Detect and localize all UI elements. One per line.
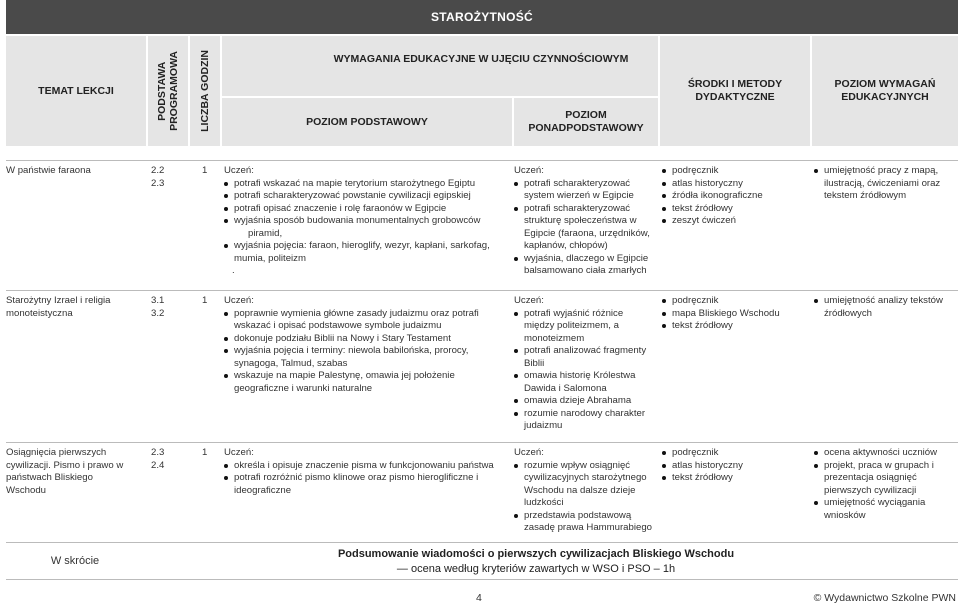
list-item: wyjaśnia pojęcia: faraon, hieroglify, wezyr, kapłani, sarkofag, [224,240,509,253]
list-item: mapa Bliskiego Wschodu [662,308,808,321]
list-item: poprawnie wymienia główne zasady judaizmu oraz potrafi wskazać i opisać podstawowe symbole judaizmu [224,308,509,333]
list-item: wyjaśnia, dlaczego w Egipcie balsamowano ciała zmarłych [514,253,656,278]
summary-label: W skrócie [50,555,100,567]
row-advanced-level: Uczeń: potrafi wyjaśnić różnice między politeizmem, a monoteizmem potrafi analizować fragmenty Biblii omawia historię Królestwa Dawida i Salomona omawia dzieje Abrahama rozumie narodowy charakter judaizmu [514,295,656,433]
list-item: potrafi opisać znaczenie i rolę faraonów w Egipcie [224,203,509,216]
list-item: potrafi scharakteryzować system wierzeń w Egipcie [514,178,656,203]
table-row [6,160,958,283]
list-item: umiejętność pracy z mapą, ilustracją, ćwiczeniami oraz tekstem źródłowym [814,165,956,203]
copyright: © Wydawnictwo Szkolne PWN [813,592,956,604]
row-advanced-level: Uczeń: potrafi scharakteryzować system wierzeń w Egipcie potrafi scharakteryzować strukturę społeczeństwa w Egipcie (faraona, urzędników, kapłanów, chłopów) wyjaśnia, dlaczego w Egipcie balsamowano ciała zmarłych [514,165,656,278]
list-item: podręcznik [662,165,808,178]
list-item: potrafi wskazać na mapie terytorium starożytnego Egiptu [224,178,509,191]
list-item: umiejętność analizy tekstów źródłowych [814,295,956,320]
list-item: piramid, [248,227,283,239]
list-item: rozumie wpływ osiągnięć cywilizacyjnych starożytnego Wschodu na dalsze dzieje ludzkości [514,460,656,510]
list-item: przedstawia podstawową zasadę prawa Hammurabiego [514,510,656,535]
summary-content [286,547,786,577]
list-item: ocena aktywności uczniów [814,447,956,460]
page-number: 4 [476,592,482,604]
list-item: źródła ikonograficzne [662,190,808,203]
row-curriculum: 3.1 3.2 [151,295,165,319]
row-requirements [814,165,956,203]
list-item: potrafi analizować fragmenty Biblii [514,345,656,370]
row-advanced-level: Uczeń: rozumie wpływ osiągnięć cywilizacyjnych starożytnego Wschodu na dalsze dzieje ludzkości przedstawia podstawową zasadę prawa Hammurabiego [514,447,656,535]
list-item: określa i opisuje znaczenie pisma w funkcjonowaniu państwa [224,460,509,473]
list-item: mumia, politeizm [234,252,306,264]
list-item: wskazuje na mapie Palestynę, omawia jej położenie geograficzne i warunki naturalne [224,370,509,395]
summary-title: Podsumowanie wiadomości o pierwszych cywilizacjach Bliskiego Wschodu [337,548,735,560]
row-topic: W państwie faraona [6,165,91,176]
list-item: atlas historyczny [662,460,808,473]
list-item: umiejętność wyciągania wniosków [814,497,956,522]
list-item: dokonuje podziału Biblii na Nowy i Stary Testament [224,333,509,346]
row-basic-level: Uczeń: potrafi wskazać na mapie terytorium starożytnego Egiptu potrafi scharakteryzować powstanie cywilizacji egipskiej potrafi opisać znaczenie i rolę faraonów w Egipcie wyjaśnia sposób budowania monumentalnych grobowców piramid, wyjaśnia pojęcia: faraon, hieroglify, wezyr, kapłani, sarkofag, mumia, politeizm . [224,165,509,278]
header-temat: TEMAT LEKCJI [38,84,114,97]
header-poziom-podstawowy: POZIOM PODSTAWOWY [306,115,428,128]
row-requirements [814,447,956,522]
row-resources [662,447,808,485]
table-header [6,36,958,146]
header-poziom-ponadpodstawowy: POZIOM PONADPODSTAWOWY [528,109,644,134]
list-item: atlas historyczny [662,178,808,191]
header-liczba-godzin: LICZBA GODZIN [198,50,211,132]
list-item: potrafi wyjaśnić różnice między politeizmem, a monoteizmem [514,308,656,346]
list-item: tekst źródłowy [662,320,808,333]
table-row [6,290,958,438]
summary-subtitle: — ocena według kryteriów zawartych w WSO i PSO – 1h [396,563,676,575]
row-curriculum: 2.3 2.4 [151,447,165,471]
list-item: projekt, praca w grupach i prezentacja osiągnięć pierwszych cywilizacji [814,460,956,498]
list-item: omawia historię Królestwa Dawida i Salomona [514,370,656,395]
list-item: zeszyt ćwiczeń [662,215,808,228]
list-item: potrafi rozróżnić pismo klinowe oraz pismo hieroglificzne i ideograficzne [224,472,509,497]
list-item: potrafi scharakteryzować strukturę społeczeństwa w Egipcie (faraona, urzędników, kapłanów, chłopów) [514,203,656,253]
list-item: potrafi scharakteryzować powstanie cywilizacji egipskiej [224,190,509,203]
list-item: omawia dzieje Abrahama [514,395,656,408]
list-item: rozumie narodowy charakter judaizmu [514,408,656,433]
list-item: tekst źródłowy [662,472,808,485]
row-requirements [814,295,956,320]
section-title: STAROŻYTNOŚĆ [6,0,958,34]
header-podstawa: PODSTAWA PROGRAMOWA [156,51,180,131]
list-item: tekst źródłowy [662,203,808,216]
summary-row [6,542,958,580]
row-resources [662,165,808,228]
row-basic-level: Uczeń: określa i opisuje znaczenie pisma w funkcjonowaniu państwa potrafi rozróżnić pismo klinowe oraz pismo hieroglificzne i ideograficzne [224,447,509,497]
row-topic: Osiągnięcia pierwszych cywilizacji. Pismo i prawo w państwach Bliskiego Wschodu [6,447,124,496]
row-topic: Starożytny Izrael i religia monoteistyczna [6,295,111,319]
header-wymagania: WYMAGANIA EDUKACYJNE W UJĘCIU CZYNNOŚCIOWYM [333,52,629,65]
list-item: wyjaśnia pojęcia i terminy: niewola babilońska, prorocy, synagoga, Talmud, szabas [224,345,509,370]
header-srodki: ŚRODKI I METODY DYDAKTYCZNE [687,78,783,103]
table-row [6,442,958,542]
row-basic-level: Uczeń: poprawnie wymienia główne zasady judaizmu oraz potrafi wskazać i opisać podstawowe symbole judaizmu dokonuje podziału Biblii na Nowy i Stary Testament wyjaśnia pojęcia i terminy: niewola babilońska, prorocy, synagoga, Talmud, szabas wskazuje na mapie Palestynę, omawia jej położenie geograficzne i warunki naturalne [224,295,509,395]
row-curriculum: 2.2 2.3 [151,165,165,189]
list-item: podręcznik [662,447,808,460]
row-hours: 1 [202,447,208,458]
list-item: wyjaśnia sposób budowania monumentalnych grobowców [224,215,509,228]
list-item: podręcznik [662,295,808,308]
list-item: . [232,265,235,276]
row-hours: 1 [202,295,208,306]
row-resources [662,295,808,333]
row-hours: 1 [202,165,208,176]
header-poziom-wymagan: POZIOM WYMAGAŃ EDUKACYJNYCH [834,78,936,103]
